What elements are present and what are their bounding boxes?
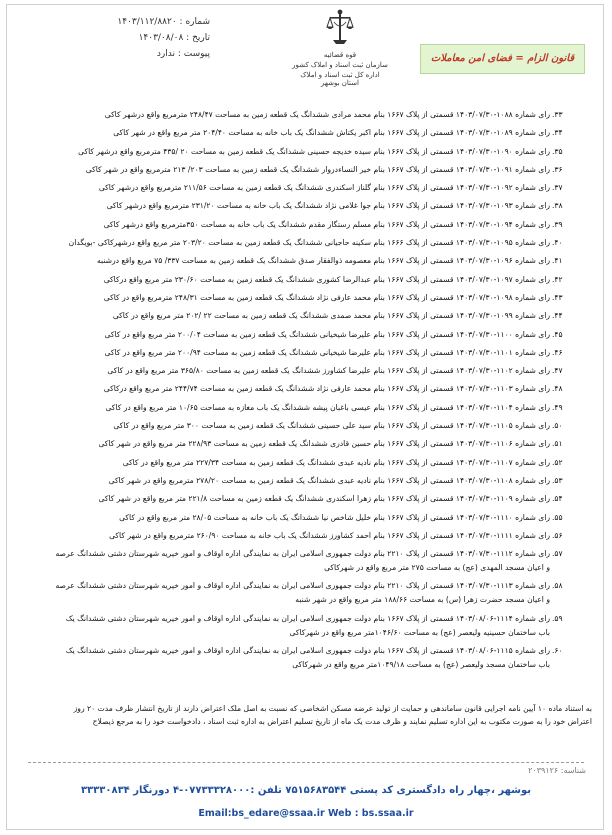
letter-meta xyxy=(100,14,210,62)
list-item-number: ۴۳. xyxy=(552,292,563,302)
list-item-number: ۵۲. xyxy=(552,457,563,467)
list-item-text: رای شماره ۱۱۰۷-۱۴۰۳/۰۷/۳۰ قسمتی از پلاک ۱۶۶۷ بنام نادیه عبدی ششدانگ یک قطعه زمین به مساحت ۲۲۷/۳۴ متر مربع واقع در کاکی xyxy=(122,457,550,467)
list-item xyxy=(52,126,570,140)
list-item xyxy=(52,419,570,433)
list-item-text: رای شماره ۱۱۰۶-۱۴۰۳/۰۷/۳۰ قسمتی از پلاک ۱۶۶۷ بنام حسین قادری ششدانگ یک قطعه زمین به مساحت ۲۲۸/۹۳ متر مربع واقع در شهر کاکی xyxy=(98,439,550,449)
list-item-number: ۴۱. xyxy=(552,256,563,266)
slogan-banner: قانون الزام = فضای امن معاملات xyxy=(420,44,585,74)
list-item xyxy=(52,254,570,268)
list-item xyxy=(52,474,570,488)
list-item-number: ۴۶. xyxy=(552,347,563,357)
list-item xyxy=(52,181,570,195)
office-address: بوشهر ،چهار راه دادگستری کد پستی ۷۵۱۵۶۸۳۵۴۴ تلفن :۰۷۷۳۳۳۲۸۰۰۰-۴ دورنگار ۳۳۳۳۰۸۳۴ xyxy=(80,785,532,796)
list-item xyxy=(52,346,570,360)
list-item xyxy=(52,364,570,378)
list-item-text: رای شماره ۱۱۰۵-۱۴۰۳/۰۷/۳۰ قسمتی از پلاک ۱۶۶۷ بنام سید علی حسینی ششدانگ یک قطعه زمین به مساحت ۳۰۰ متر مربع واقع در کاکی xyxy=(113,421,550,431)
list-item-number: ۵۷. xyxy=(552,549,563,559)
letter-date: تاریخ : ۱۴۰۳/۰۸/۰۸ xyxy=(138,33,210,43)
list-item-text: رای شماره ۱۱۰۴-۱۴۰۳/۰۷/۳۰ قسمتی از پلاک ۱۶۶۷ بنام عیسی باغبان پیشه ششدانگ یک باب مغازه به مساحت ۱۰/۶۵ متر مربع واقع در کاکی xyxy=(105,402,550,412)
list-item-text: رای شماره ۱۱۰۲-۱۴۰۳/۰۷/۳۰ قسمتی از پلاک ۱۶۶۷ بنام علیرضا کشاورز ششدانگ یک قطعه زمین به مساحت ۳۶۵/۸۰ متر مربع واقع در کاکی xyxy=(107,366,550,376)
list-item xyxy=(52,145,570,159)
list-item-number: ۳۹. xyxy=(552,219,563,229)
list-item-text: رای شماره ۱۰۸۸-۱۴۰۳/۰۷/۳۰ قسمتی از پلاک ۱۶۶۷ بنام محمد مرادی ششدانگ یک قطعه زمین به مساحت ۲۴۸/۴۷ مترمربع واقع درشهر کاکی xyxy=(104,110,550,119)
org-provincial-office: اداره کل ثبت اسناد و املاک استان بوشهر xyxy=(300,71,380,87)
list-item-number: ۵۴. xyxy=(552,494,563,504)
letter-number: شماره : ۱۴۰۳/۱۱۲/۸۸۲۰ xyxy=(117,17,210,27)
list-item-text: رای شماره ۱۱۱۲-۱۴۰۳/۰۷/۳۰ قسمتی از پلاک ۲۲۱۰ بنام دولت جمهوری اسلامی ایران به نمایندگی اداره اوقاف و امور خیریه شهرستان دشتی ششدانگ عرصه و اعیان مسجد المهدی (عج) به مساحت ۲۷۵ متر مربع واقع در شهرکاکی xyxy=(55,549,550,573)
list-item-number: ۴۵. xyxy=(552,329,563,339)
list-item xyxy=(52,644,570,672)
list-item xyxy=(52,218,570,232)
list-item-text: رای شماره ۱۱۰۳-۱۴۰۳/۰۷/۳۰ قسمتی از پلاک ۱۶۶۷ بنام محمد عارفی نژاد ششدانگ یک قطعه زمین به مساحت ۲۴۴/۷۴ متر مربع واقع درکاکی xyxy=(103,384,550,394)
list-item-text: رای شماره ۱۰۹۷-۱۴۰۳/۰۷/۳۰ قسمتی از پلاک ۱۶۶۷ بنام عبدالرضا کشوری ششدانگ یک قطعه زمین به مساحت ۲۳۰/۶۰ متر مربع واقع درکاکی xyxy=(103,274,550,284)
org-block xyxy=(292,8,388,87)
list-item xyxy=(52,108,570,122)
list-item-number: ۵۱. xyxy=(552,439,563,449)
org-judiciary: قوه قضائیه xyxy=(323,51,357,59)
list-item-text: رای شماره ۱۱۰۹-۱۴۰۳/۰۷/۳۰ قسمتی از پلاک ۱۶۶۷ بنام زهرا اسکندری ششدانگ یک قطعه زمین به مساحت ۲۲۱/۸ متر مربع واقع در شهر کاکی xyxy=(98,494,550,504)
letter-attachment: پیوست : ندارد xyxy=(156,49,210,59)
list-item-text: رای شماره ۱۱۱۰-۱۴۰۳/۰۷/۳۰ قسمتی از پلاک ۱۶۶۷ بنام خلیل شاخص نیا ششدانگ یک باب خانه به مساحت ۲۸/۰۵ متر مربع واقع در کاکی xyxy=(119,512,550,522)
org-registry: سازمان ثبت اسناد و املاک کشور xyxy=(292,61,388,69)
list-item-text: رای شماره ۱۱۰۱-۱۴۰۳/۰۷/۳۰ قسمتی از پلاک ۱۶۶۷ بنام علیرضا شیخیانی ششدانگ یک قطعه زمین به مساحت ۲۰۰/۹۴ متر مربع واقع در کاکی xyxy=(104,347,550,357)
objection-notice: به استناد ماده ۱۰ آیین نامه اجرایی قانون ساماندهی و حمایت از تولید عرضه مسکن اشخاصی که نسبت به اصل ملک اعتراض دارند از تاریخ انتشار ظرف مدت ۲۰ روز اعتراض خود را به صورت مکتوب به این اداره تسلیم نمایند و ظرف مدت یک ماه از تاریخ تسلیم اعتراض به اداره ثبت اسناد ، دادخواست خود را به مرجع ذیصلاح xyxy=(73,704,592,726)
list-item-text: رای شماره ۱۱۱۵-۱۴۰۳/۰۸/۰۶ قسمتی از پلاک ۱۶۶۷ بنام دولت جمهوری اسلامی ایران به نمایندگی اداره اوقاف و امور خیریه شهرستان دشتی ششدانگ یک باب ساختمان مسجد ولیعصر (عج) به مساحت ۱۰۴۹/۱۸متر مربع واقع در شهرکاکی xyxy=(65,646,550,670)
list-item-number: ۳۳. xyxy=(552,110,563,119)
list-item xyxy=(52,511,570,525)
list-item-text: رای شماره ۱۰۹۱-۱۴۰۳/۰۷/۳۰ قسمتی از پلاک ۱۶۶۷ بنام خیر النساءدروار ششدانگ یک قطعه زمین به مساحت ۲۰۳/ ۲۱۳ مترمربع واقع در شهر کاکی xyxy=(85,164,550,174)
scales-of-justice-emblem-icon xyxy=(326,8,354,46)
list-item xyxy=(52,529,570,543)
list-item-number: ۵۰. xyxy=(552,421,563,431)
list-item xyxy=(52,236,570,250)
list-item-number: ۶۰. xyxy=(552,646,563,656)
list-item-number: ۴۹. xyxy=(552,402,563,412)
list-item-number: ۳۶. xyxy=(552,164,563,174)
list-item-number: ۴۷. xyxy=(552,366,563,376)
list-item-number: ۴۲. xyxy=(552,274,563,284)
letter-header xyxy=(0,0,612,110)
list-item-text: رای شماره ۱۱۱۱-۱۴۰۳/۰۷/۳۰ قسمتی از پلاک ۱۶۶۷ بنام احمد کشاورز ششدانگ یک باب خانه به مساحت ۲۶۰/۹۰ مترمربع واقع در شهر کاکی xyxy=(109,530,550,540)
list-item xyxy=(52,199,570,213)
list-item-text: رای شماره ۱۰۹۴-۱۴۰۳/۰۷/۳۰ قسمتی از پلاک ۱۶۶۷ بنام مسلم رستگار مقدم ششدانگ یک باب خانه به مساحت ۳۵۰مترمربع واقع درشهر کاکی xyxy=(103,219,550,229)
office-contact: Email:bs_edare@ssaa.ir Web : bs.ssaa.ir xyxy=(198,808,414,819)
list-item-text: رای شماره ۱۱۱۴-۱۴۰۳/۰۸/۰۶ قسمتی از پلاک ۱۶۶۷ بنام دولت جمهوری اسلامی ایران به نمایندگی اداره اوقاف و امور خیریه شهرستان دشتی ششدانگ یک باب ساختمان حسینیه ولیعصر (عج) به مساحت ۱۰۴۶/۶۰متر مربع واقع در شهرکاکی xyxy=(65,613,550,637)
list-item-number: ۵۵. xyxy=(552,512,563,522)
list-item-number: ۴۰. xyxy=(552,238,563,248)
list-item-text: رای شماره ۱۰۹۹-۱۴۰۳/۰۷/۳۰ قسمتی از پلاک ۱۶۶۷ بنام محمد صمدی ششدانگ یک قطعه زمین به مساحت ۲۲ /۲۰۲ متر مربع واقع در کاکی xyxy=(112,311,550,321)
list-item xyxy=(52,382,570,396)
notice-id: شناسه: ۲۰۳۹۱۲۶ xyxy=(528,766,586,775)
rulings-list xyxy=(52,108,570,676)
list-item xyxy=(52,612,570,640)
list-item-text: رای شماره ۱۰۸۹-۱۴۰۳/۰۷/۳۰ قسمتی از پلاک ۱۶۶۷ بنام اکبر یکتاش ششدانگ یک باب خانه به مساحت ۲۰۴/۴۰ متر مربع واقع در شهر کاکی xyxy=(113,128,550,138)
list-item xyxy=(52,309,570,323)
list-item-number: ۳۴. xyxy=(552,128,563,138)
list-item xyxy=(52,492,570,506)
list-item xyxy=(52,163,570,177)
footer-divider xyxy=(28,762,584,763)
list-item xyxy=(52,273,570,287)
list-item-text: رای شماره ۱۱۰۰-۱۴۰۳/۰۷/۳۰ قسمتی از پلاک ۱۶۶۷ بنام علیرضا شیخیانی ششدانگ یک قطعه زمین به مساحت ۲۰۰/۰۴ متر مربع واقع در کاکی xyxy=(104,329,550,339)
list-item xyxy=(52,579,570,607)
list-item-text: رای شماره ۱۰۹۳-۱۴۰۳/۰۷/۳۰ قسمتی از پلاک ۱۶۶۷ بنام جوا غلامی نژاد ششدانگ یک باب خانه به مساحت ۲۳۱/۲۰ مترمربع واقع درشهر کاکی xyxy=(106,201,550,211)
list-item-text: رای شماره ۱۰۹۲-۱۴۰۳/۰۷/۳۰ قسمتی از پلاک ۱۶۶۷ بنام گلناز اسکندری ششدانگ یک قطعه زمین به مساحت ۲۱۱/۵۶ مترمربع واقع درشهر کاکی xyxy=(98,183,550,193)
list-item-text: رای شماره ۱۱۱۳-۱۴۰۳/۰۷/۳۰ قسمتی از پلاک ۲۲۱۰ بنام دولت جمهوری اسلامی ایران به نمایندگی اداره اوقاف و امور خیریه شهرستان دشتی ششدانگ عرصه و اعیان مسجد حضرت زهرا (س) به مساحت ۱۸۸/۶۶ متر مربع واقع در شهر شنبه xyxy=(55,581,550,605)
list-item-number: ۴۴. xyxy=(552,311,563,321)
list-item-text: رای شماره ۱۰۹۰-۱۴۰۳/۰۷/۳۰ قسمتی از پلاک ۱۶۶۷ بنام سیده خدیجه حسینی ششدانگ یک قطعه زمین به مساحت ۲۰ /۴۳۵ مترمربع واقع درشهر کاکی xyxy=(78,146,550,156)
list-item xyxy=(52,437,570,451)
list-item xyxy=(52,291,570,305)
list-item-text: رای شماره ۱۰۹۶-۱۴۰۳/۰۷/۳۰ قسمتی از پلاک ۱۶۶۷ بنام معصومه ذوالفقار صدق ششدانگ یک قطعه زمین به مساحت ۳۳۷/ ۷۵ مربع واقع درشنبه xyxy=(96,256,550,266)
list-item-number: ۵۹. xyxy=(552,613,563,623)
list-item-number: ۳۷. xyxy=(552,183,563,193)
list-item xyxy=(52,456,570,470)
list-item-number: ۴۸. xyxy=(552,384,563,394)
list-item-number: ۵۳. xyxy=(552,475,563,485)
list-item-text: رای شماره ۱۱۰۸-۱۴۰۳/۰۷/۳۰ قسمتی از پلاک ۱۶۶۷ بنام نادیه عبدی ششدانگ یک قطعه زمین به مساحت ۲۷۸/۲۰ مترمربع واقع در شهر کاکی xyxy=(108,475,550,485)
list-item-number: ۳۵. xyxy=(552,146,563,156)
list-item-number: ۵۶. xyxy=(552,530,563,540)
list-item xyxy=(52,547,570,575)
list-item-text: رای شماره ۱۰۹۵-۱۴۰۳/۰۷/۳۰ قسمتی از پلاک ۱۶۶۶ بنام سکینه حاجیانی ششدانگ یک قطعه زمین به مساحت ۲۰۳/۲۰ متر مربع واقع درشهرکاکی -بویگدان xyxy=(68,238,550,248)
list-item xyxy=(52,401,570,415)
list-item-number: ۵۸. xyxy=(552,581,563,591)
list-item-text: رای شماره ۱۰۹۸-۱۴۰۳/۰۷/۳۰ قسمتی از پلاک ۱۶۶۷ بنام محمد عارفی نژاد ششدانگ یک قطعه زمین به مساحت ۲۴۸/۳۱ مترمربع واقع در کاکی xyxy=(103,292,550,302)
list-item-number: ۳۸. xyxy=(552,201,563,211)
list-item xyxy=(52,328,570,342)
